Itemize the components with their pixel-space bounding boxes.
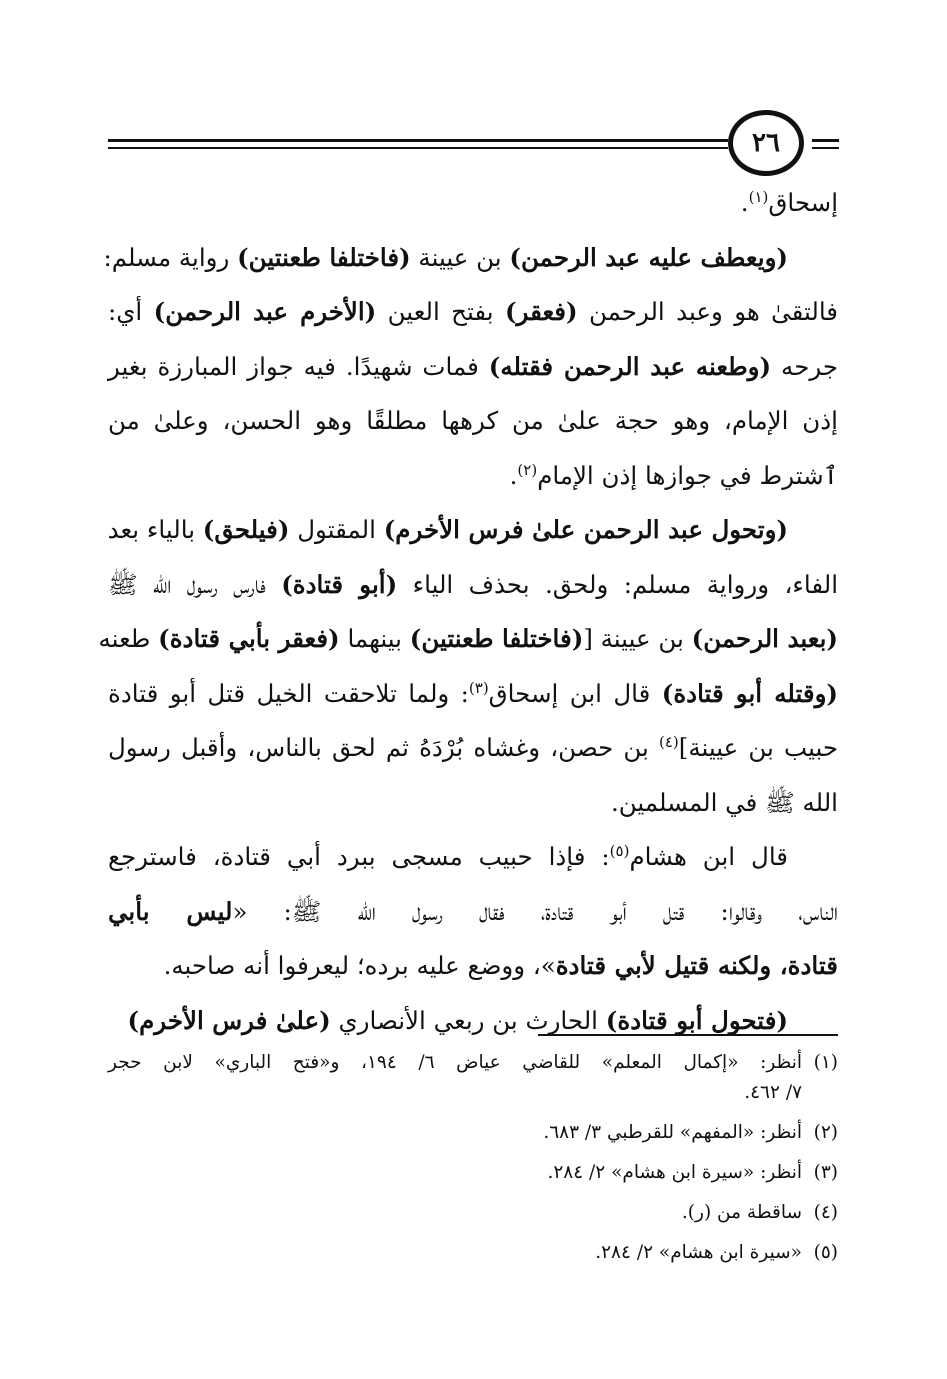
bold-quote: (أبو قتادة) — [281, 569, 398, 599]
footnote-ref: (٥) — [609, 841, 630, 860]
footnote — [108, 1048, 838, 1108]
text-run: فمات شهيدًا. فيه جواز المبارزة بغير — [108, 351, 489, 381]
text-run: طعنه — [98, 624, 159, 653]
page-number-circle — [728, 110, 804, 176]
footnote-line: «سيرة ابن هشام» ٢/ ٢٨٤. — [595, 1242, 802, 1263]
text-line — [98, 612, 838, 667]
footnote-mark: (٣) — [813, 1162, 838, 1183]
text-line — [108, 776, 838, 831]
footnote — [108, 1238, 838, 1268]
text-run: إذن الإمام، وهو حجة علىٰ من كرهها مطلقًا وهو الحسن، وعلىٰ من — [108, 406, 838, 435]
bold-quote: (وتحول عبد الرحمن علىٰ فرس الأخرم) — [383, 515, 788, 544]
text-line — [108, 503, 838, 558]
header-rule-stub-outer — [812, 139, 839, 142]
footnote-separator — [538, 1034, 838, 1036]
text-run: بن عيينة [ — [583, 624, 692, 653]
bold-quote: (فاختلفا طعنتين) — [409, 624, 584, 653]
text-run: ٱشترط في جوازها إذن الإمام — [537, 460, 838, 490]
bold-quote: قتادة، ولكنه قتيل لأبي قتادة — [555, 951, 838, 980]
text-run: الفاء، ورواية مسلم: ولحق. بحذف الياء — [397, 569, 839, 599]
bold-quote: (الأخرم عبد الرحمن) — [153, 297, 377, 326]
footnote — [108, 1158, 838, 1188]
text-run: إسحاق — [768, 188, 838, 217]
bold-quote: (فتحول أبو قتادة) — [605, 1005, 788, 1035]
text-run: بفتح العين — [376, 297, 505, 326]
bold-quote: (ويعطف عليه عبد الرحمن) — [509, 242, 788, 272]
text-run: . — [509, 460, 518, 490]
text-run: فالتقىٰ هو وعبد الرحمن — [577, 297, 838, 326]
footnotes — [108, 1048, 838, 1278]
text-line — [108, 340, 838, 395]
text-run: بن حصن، وغشاه بُرْدَهُ ثم لحق بالناس، وأقبل رسول — [108, 733, 659, 762]
text-run: »، ووضع عليه برده؛ ليعرفوا أنه صاحبه. — [163, 951, 556, 980]
footnote-body — [108, 1118, 802, 1148]
footnote-line: أنظر: «إكمال المعلم» للقاضي عياض ٦/ ١٩٤، و«فتح الباري» لابن حجر — [108, 1052, 802, 1073]
footnote — [108, 1118, 838, 1148]
page-number: ٢٦ — [752, 128, 780, 158]
footnote-body — [108, 1158, 802, 1188]
footnote-mark: (٢) — [813, 1122, 838, 1143]
bold-quote: (بعبد الرحمن) — [691, 624, 838, 653]
text-run: قال ابن إسحاق — [488, 678, 662, 708]
text-run: المقتول — [289, 515, 384, 544]
text-line — [108, 176, 838, 231]
bold-quote: (وقتله أبو قتادة) — [661, 678, 838, 708]
footnote-mark: (٥) — [813, 1242, 838, 1263]
footnote-line: ساقطة من (ر). — [681, 1202, 802, 1223]
text-line — [108, 830, 838, 885]
text-run: حبيب بن عيينة] — [678, 733, 839, 762]
text-run: قال ابن هشام — [629, 842, 789, 871]
header-rule-outer — [108, 139, 728, 142]
text-line — [108, 994, 838, 1049]
text-line — [108, 667, 838, 722]
bold-quote: (فعقر بأبي قتادة) — [158, 624, 340, 653]
text-run: جرحه — [771, 351, 839, 381]
text-line — [108, 449, 838, 504]
bold-quote: (فعقر) — [504, 297, 578, 326]
text-line — [108, 939, 838, 994]
header-rule-inner — [108, 147, 728, 149]
text-run: الله ﷺ في المسلمين. — [610, 787, 838, 817]
text-run: بالياء بعد — [107, 515, 203, 544]
text-line — [108, 721, 838, 776]
text-run: : فإذا حبيب مسجى ببرد أبي قتادة، فاسترجع — [108, 842, 610, 871]
text-run: : ولما تلاحقت الخيل قتل أبو قتادة — [108, 678, 469, 708]
main-text — [98, 176, 839, 1048]
footnote-line: أنظر: «سيرة ابن هشام» ٢/ ٢٨٤. — [547, 1162, 802, 1183]
footnote-body — [108, 1198, 802, 1228]
bold-quote: ليس بأبي — [108, 896, 233, 926]
footnote-line: ٧/ ٤٦٢. — [744, 1082, 802, 1103]
footnote-body — [108, 1238, 802, 1268]
footnote-line: أنظر: «المفهم» للقرطبي ٣/ ٦٨٣. — [543, 1122, 802, 1143]
text-run: الناس، وقالوا: قتل أبو قتادة، فقال رسول الله ﷺ: « — [232, 896, 838, 926]
footnote-ref: (٤) — [658, 732, 679, 751]
text-run: رواية مسلم: — [103, 242, 238, 272]
header-rule-stub-inner — [812, 147, 839, 149]
text-line — [108, 558, 838, 613]
bold-quote: (فاختلفا طعنتين) — [237, 242, 411, 272]
bold-quote: (فيلحق) — [202, 515, 290, 544]
text-run: فارس رسول الله ﷺ — [108, 569, 282, 599]
text-run: . — [740, 188, 749, 217]
bold-quote: (علىٰ فرس الأخرم) — [127, 1005, 331, 1035]
footnote-ref: (١) — [748, 187, 769, 206]
footnote-ref: (٢) — [517, 460, 538, 479]
text-line — [103, 231, 838, 286]
text-run: بينهما — [339, 624, 410, 653]
text-line — [108, 285, 838, 340]
bold-quote: (وطعنه عبد الرحمن فقتله) — [488, 351, 772, 381]
text-run: بن عيينة — [410, 242, 510, 272]
footnote-body — [108, 1048, 802, 1108]
text-run: أي: — [108, 297, 154, 326]
footnote — [108, 1198, 838, 1228]
footnote-ref: (٣) — [468, 678, 489, 697]
text-line — [108, 394, 838, 449]
footnote-mark: (٤) — [813, 1202, 838, 1223]
text-line — [108, 885, 838, 940]
text-run: الحارث بن ربعي الأنصاري — [330, 1005, 606, 1035]
footnote-mark: (١) — [813, 1052, 838, 1073]
